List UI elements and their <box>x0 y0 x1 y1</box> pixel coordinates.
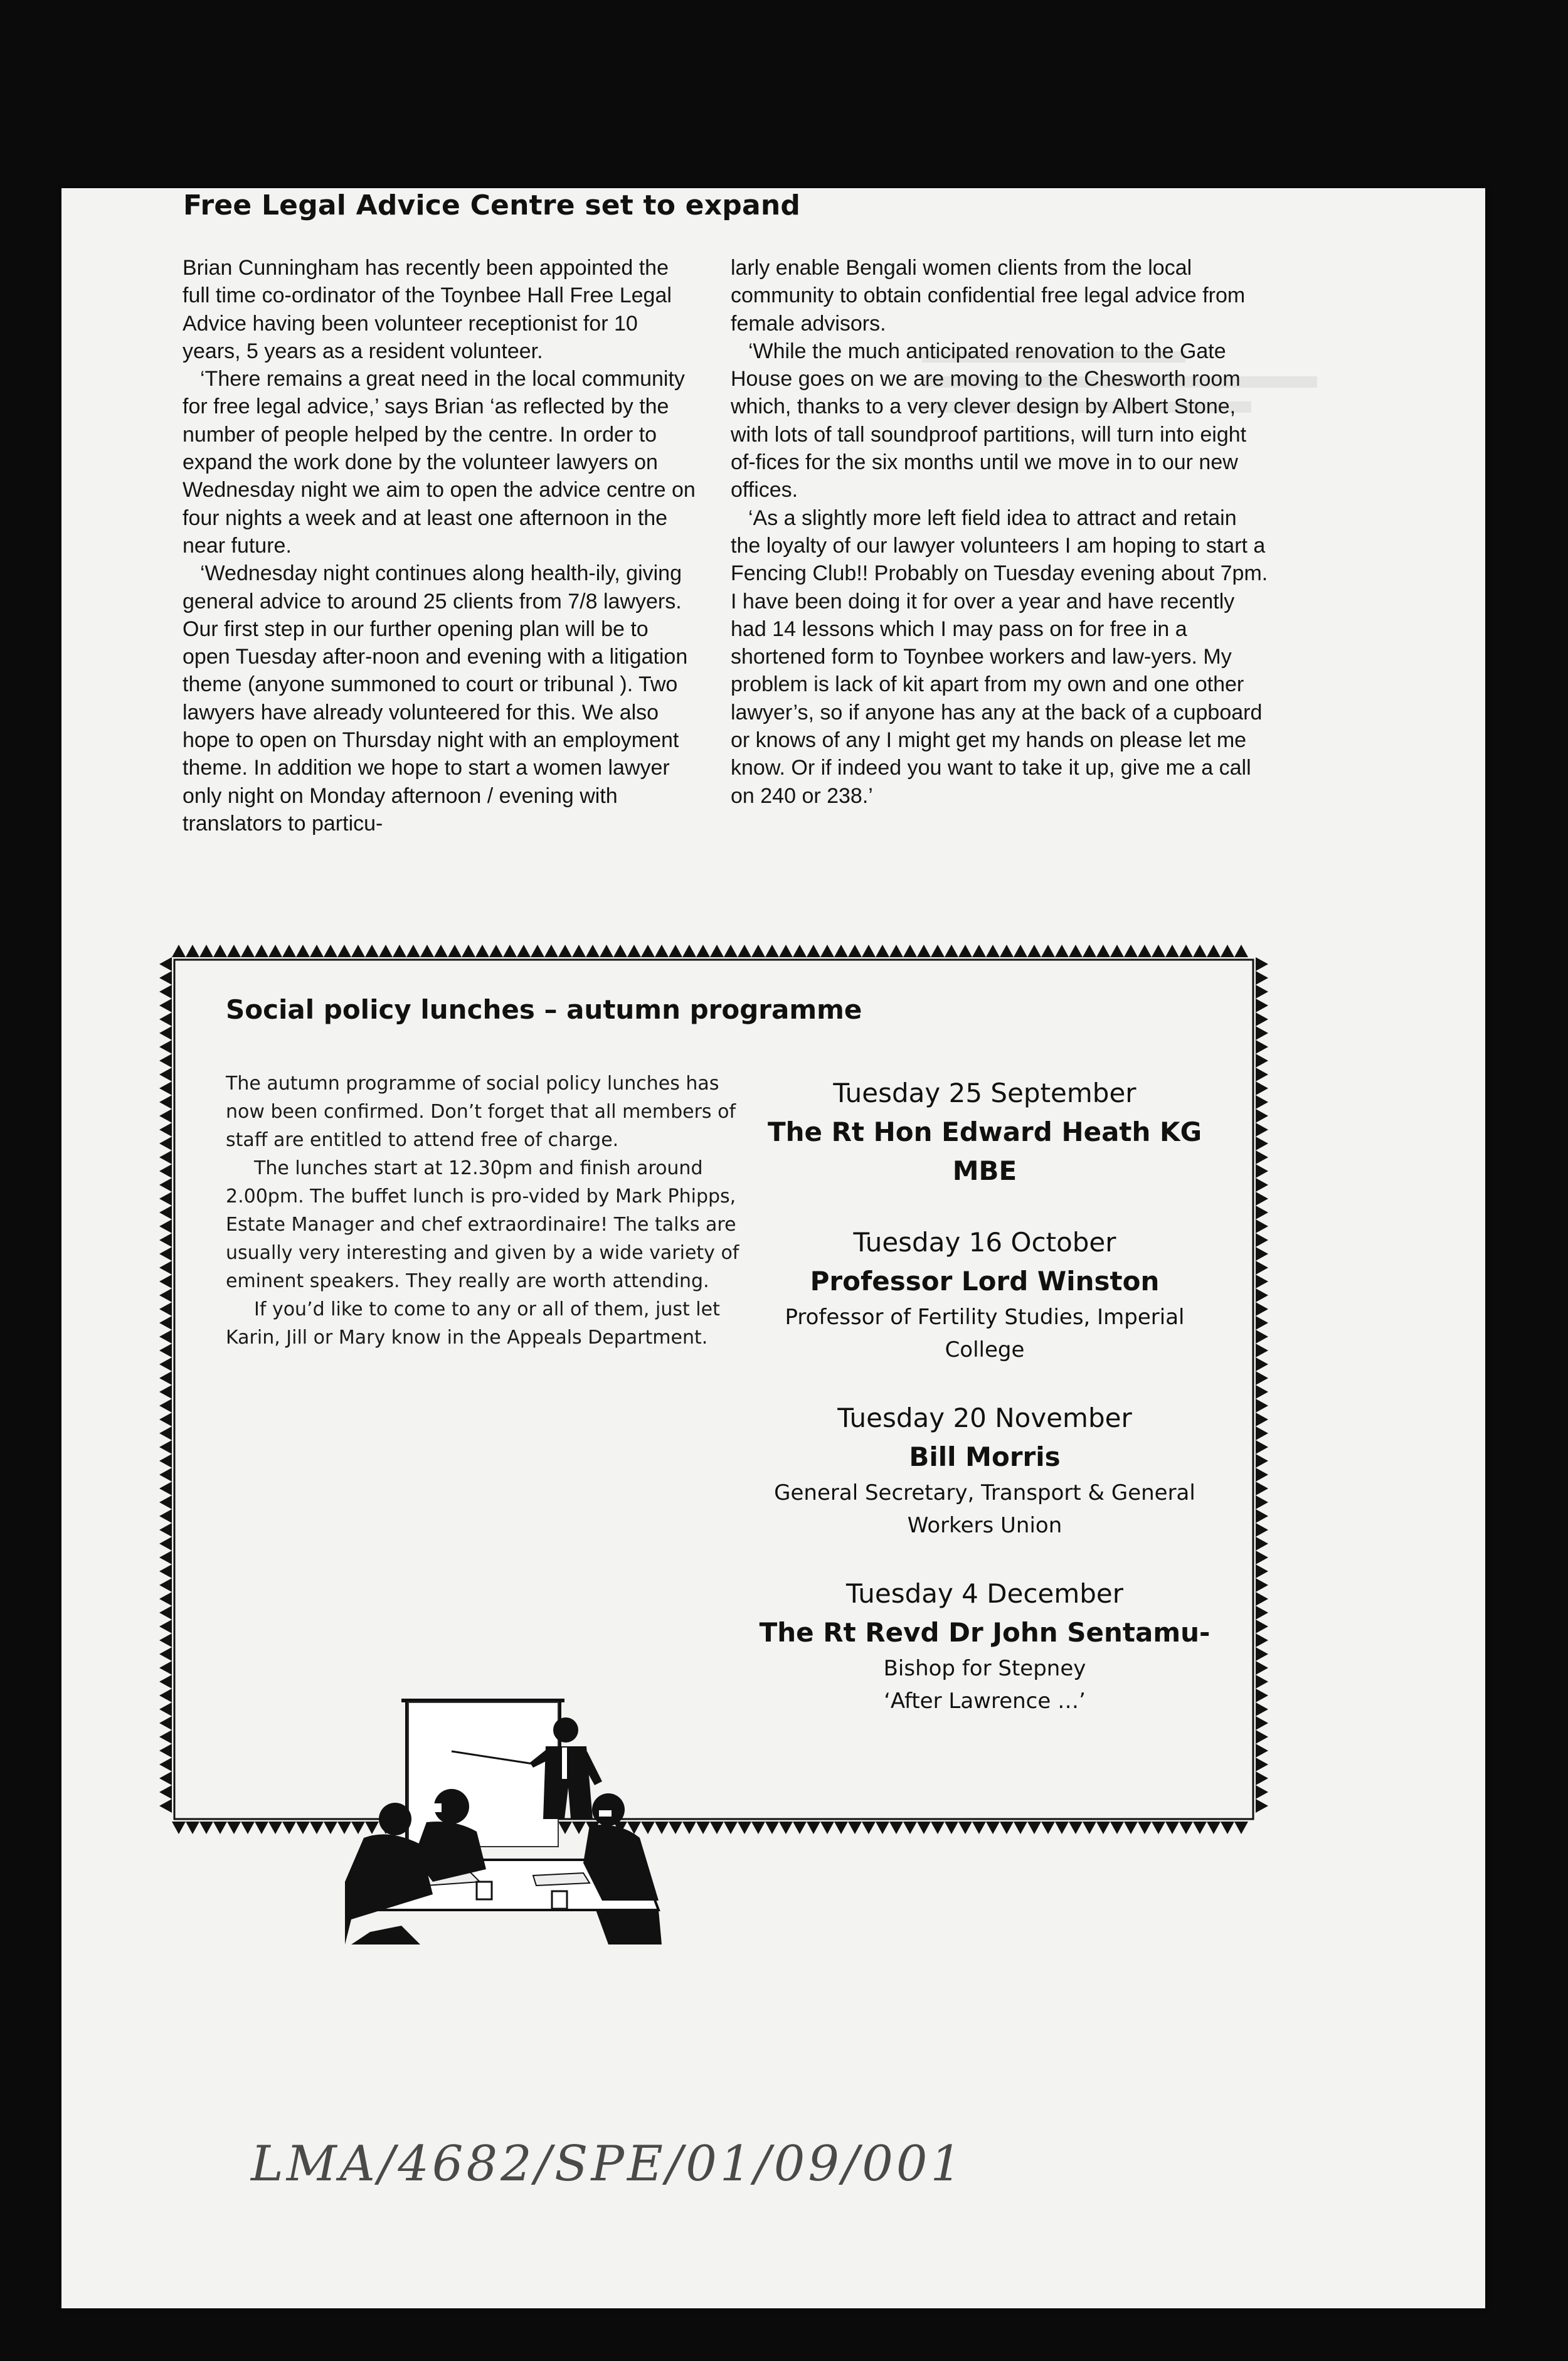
article-paragraph: ‘While the much anticipated renovation to the Gate House goes on we are moving to the Chesworth room which, thanks to a very clever design by Albert Stone, with lots of tall soundproof partitions, will turn into eight of-fices for the six months until we move in to our new offices. <box>731 339 1247 502</box>
event-speaker: The Rt Hon Edward Heath KG MBE <box>767 1117 1202 1186</box>
lunches-paragraph: The lunches start at 12.30pm and finish around 2.00pm. The buffet lunch is pro-vided by Mark Phipps, Estate Manager and chef extraordinaire! The talks are usually very interesting and given by a wide variety of eminent speakers. They really are worth attending. <box>226 1157 739 1292</box>
lunches-paragraph: The autumn programme of social policy lunches has now been confirmed. Don’t forget that all members of staff are entitled to attend free of charge. <box>226 1073 736 1151</box>
article-title: Free Legal Advice Centre set to expand <box>183 189 801 221</box>
lunches-paragraph: If you’d like to come to any or all of them, just let Karin, Jill or Mary know in the Appeals Department. <box>226 1298 720 1349</box>
article-paragraph: Brian Cunningham has recently been appointed the full time co-ordinator of the Toynbee Hall Free Legal Advice having been volunteer receptionist for 10 years, 5 years as a resident volunteer. <box>183 256 672 363</box>
lunch-schedule <box>759 1074 1210 1750</box>
event-speaker: Professor Lord Winston <box>810 1266 1160 1297</box>
event-speaker: Bill Morris <box>909 1441 1061 1472</box>
event-talk-title: ‘After Lawrence …’ <box>884 1689 1086 1714</box>
article-column-left <box>183 254 697 837</box>
event-date: Tuesday 4 December <box>845 1578 1124 1609</box>
lunches-intro <box>226 1069 746 1352</box>
archive-reference-handwritten: LMA/4682/SPE/01/09/001 <box>251 2136 965 2192</box>
event-date: Tuesday 20 November <box>837 1403 1132 1433</box>
event-item <box>759 1574 1210 1717</box>
event-date: Tuesday 16 October <box>853 1227 1116 1258</box>
event-role: General Secretary, Transport & General Workers Union <box>774 1480 1195 1538</box>
article-paragraph: ‘There remains a great need in the local community for free legal advice,’ says Brian ‘as reflected by the number of people helped by the centre. In order to expand the work done by the volunteer lawyers on Wednesday night we aim to open the advice centre on four nights a week and at least one afternoon in the near future. <box>183 367 696 558</box>
article-paragraph: larly enable Bengali women clients from the local community to obtain confidential free legal advice from female advisors. <box>731 256 1246 336</box>
event-role: Bishop for Stepney <box>883 1656 1086 1681</box>
event-role: Professor of Fertility Studies, Imperial College <box>785 1305 1185 1362</box>
article-paragraph: ‘As a slightly more left field idea to attract and retain the loyalty of our lawyer volunteers I am hoping to start a Fencing Club!! Probably on Tuesday evening about 7pm. I have been doing it for over a year and have recently had 14 lessons which I may pass on for free in a shortened form to Toynbee workers and law-yers. My problem is lack of kit apart from my own and one other lawyer’s, so if anyone has any at the back of a cupboard or knows of any I might get my hands on please let me know. Or if indeed you want to take it up, give me a call on 240 or 238.’ <box>731 506 1268 808</box>
event-item <box>759 1399 1210 1542</box>
article-column-right <box>731 254 1270 810</box>
presentation-meeting-icon <box>345 1694 665 1945</box>
lunches-title: Social policy lunches – autumn programme <box>226 994 862 1025</box>
event-item <box>759 1223 1210 1366</box>
article-paragraph: ‘Wednesday night continues along health-ily, giving general advice to around 25 clients from 7/8 lawyers. Our first step in our further opening plan will be to open Tuesday after-noon and evening with a litigation theme (anyone summoned to court or tribunal ). Two lawyers have already volunteered for this. We also hope to open on Thursday night with an employment theme. In addition we hope to start a women lawyer only night on Monday afternoon / evening with translators to particu- <box>183 561 688 836</box>
event-date: Tuesday 25 September <box>833 1078 1136 1108</box>
event-item <box>759 1074 1210 1191</box>
event-speaker: The Rt Revd Dr John Sentamu- <box>759 1617 1210 1648</box>
